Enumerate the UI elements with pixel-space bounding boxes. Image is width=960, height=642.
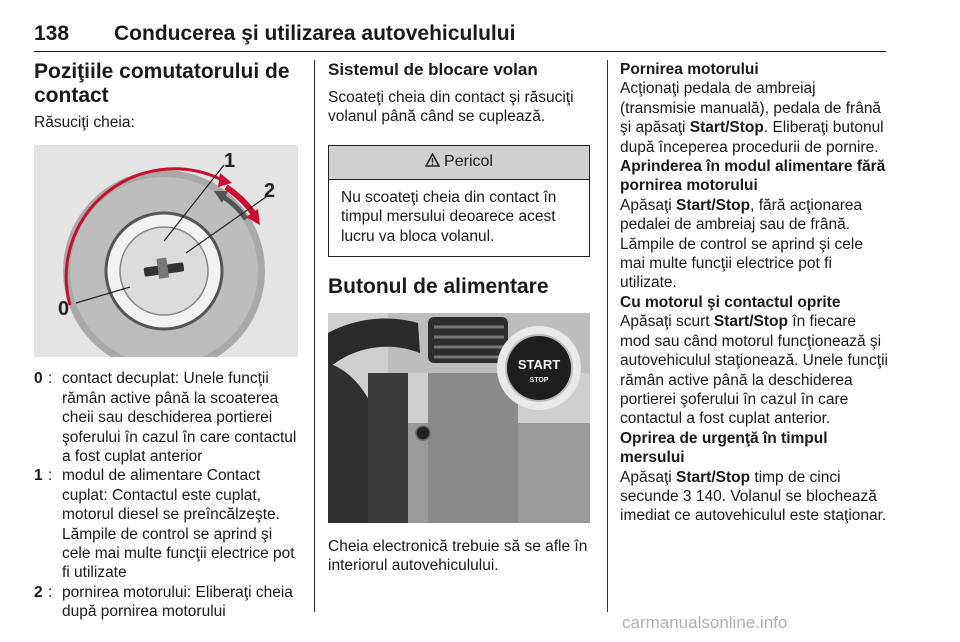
ignition-intro: Răsuciţi cheia: bbox=[34, 114, 135, 131]
text-run: în fiecare mod sau când motorul funcţionează şi autovehiculul staţionează. Unele funcţii rămân active până la deschiderea portierei şoferului în cazul în care contactul a fost cuplat anterior. bbox=[620, 313, 888, 428]
column-start-stop bbox=[620, 60, 888, 526]
warning-triangle-icon bbox=[425, 153, 440, 172]
danger-title: Pericol bbox=[444, 153, 493, 171]
text-run: Apăsaţi bbox=[620, 196, 677, 214]
text-run: , fără acţionarea pedalei de ambreiaj sau de frână. Lămpile de control se aprind şi cele mai multe funcţii electrice pot fi utilizate. bbox=[620, 196, 863, 292]
watermark-text: carmanualsonline.info bbox=[622, 613, 788, 632]
start-stop-term: Start/Stop bbox=[676, 468, 751, 486]
column-divider bbox=[607, 60, 608, 612]
procedure-text bbox=[620, 468, 888, 526]
power-button-text: Cheia electronică trebuie să se afle în interiorul autovehiculului. bbox=[328, 538, 588, 575]
page-header bbox=[34, 22, 886, 52]
procedure-text bbox=[620, 79, 888, 157]
ignition-switch-illustration bbox=[34, 145, 298, 357]
air-vent bbox=[428, 317, 508, 363]
small-knob-icon bbox=[416, 426, 430, 440]
procedure-text bbox=[620, 196, 888, 293]
start-stop-term: Start/Stop bbox=[713, 313, 788, 331]
text-run: Acţionaţi pedala de ambreiaj (transmisie manuală), pedala de frână şi apăsaţi bbox=[620, 80, 882, 137]
position-label-1: 1 bbox=[224, 150, 236, 173]
position-list bbox=[34, 369, 302, 621]
start-stop-sections bbox=[620, 60, 888, 526]
text-run: Apăsaţi scurt bbox=[620, 313, 714, 331]
start-stop-term: Start/Stop bbox=[676, 196, 751, 214]
procedure-section bbox=[620, 157, 888, 293]
text-run: 140. Volanul se blochează imediat ce autovehiculul este staţionar. bbox=[620, 487, 887, 525]
position-label-0: 0 bbox=[58, 298, 70, 321]
column-divider bbox=[314, 60, 315, 612]
procedure-section bbox=[620, 60, 888, 157]
section-heading-power-button: Butonul de alimentare bbox=[328, 275, 549, 299]
section-heading-steering-lock: Sistemul de blocare volan bbox=[328, 60, 538, 79]
column-ignition-positions bbox=[34, 60, 302, 622]
section-heading-ignition: Poziţiile comutatorului de contact bbox=[34, 60, 290, 107]
procedure-section bbox=[620, 429, 888, 526]
danger-box bbox=[328, 145, 590, 257]
text-run: Apăsaţi bbox=[620, 468, 677, 486]
start-stop-term: Start/Stop bbox=[689, 119, 764, 137]
column-steering-lock bbox=[328, 60, 590, 576]
list-item: 2 : pornirea motorului: Eliberaţi cheia după pornirea motorului bbox=[34, 583, 293, 621]
steering-lock-text: Scoateţi cheia din contact şi răsuciţi volanul până când se cuplează. bbox=[328, 89, 574, 126]
list-item: 0 : contact decuplat: Unele funcţii rămân active până la scoaterea cheii sau deschiderea portierei şoferului în cazul în care contactul a fost cuplat anterior bbox=[34, 370, 297, 466]
page-number: 138 bbox=[34, 22, 70, 45]
text-run: timp de cinci secunde bbox=[620, 468, 841, 505]
start-label: START bbox=[517, 357, 561, 373]
procedure-title: Aprinderea în modul alimentare fără pornirea motorului bbox=[620, 158, 886, 195]
procedure-title: Pornirea motorului bbox=[620, 61, 759, 78]
power-button-illustration bbox=[328, 313, 590, 523]
procedure-text bbox=[620, 312, 888, 428]
power-button-figure bbox=[328, 313, 590, 523]
running-title: Conducerea şi utilizarea autovehiculului bbox=[114, 22, 516, 45]
text-run: . Eliberaţi butonul după începerea procedurii de pornire. bbox=[620, 119, 884, 156]
page-reference-icon: 3 bbox=[682, 487, 692, 505]
stop-label: STOP bbox=[529, 377, 549, 385]
procedure-section bbox=[620, 293, 888, 429]
procedure-title: Oprirea de urgenţă în timpul mersului bbox=[620, 429, 828, 467]
procedure-title: Cu motorul şi contactul oprite bbox=[620, 293, 841, 311]
danger-text: Nu scoateţi cheia din contact în timpul mersului deoarece acest lucru va bloca volanul. bbox=[341, 188, 557, 245]
ignition-switch-figure bbox=[34, 145, 298, 357]
list-item: 1 : modul de alimentare Contact cuplat: Contactul este cuplat, motorul diesel se preîncălzeşte. Lămpile de control se aprind şi cele mai multe funcţii electrice pot fi utilizate bbox=[34, 467, 295, 582]
position-label-2: 2 bbox=[264, 180, 276, 203]
